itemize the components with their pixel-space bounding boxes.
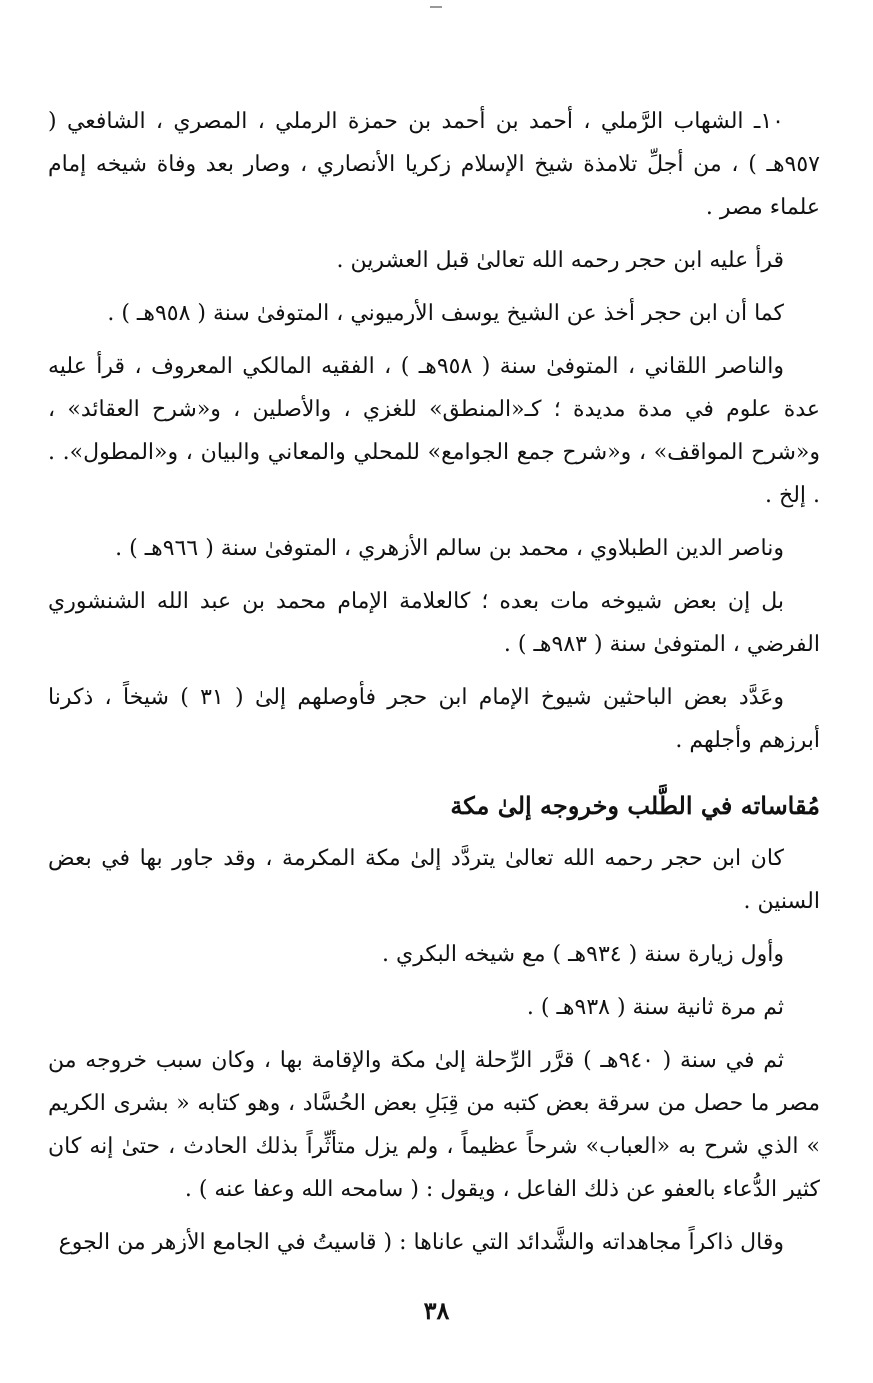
section-heading: مُقاساته في الطَّلب وخروجه إلىٰ مكة (450, 791, 820, 820)
paragraph-teachers-count: وعَدَّد بعض الباحثين شيوخ الإمام ابن حجر فأوصلهم إلىٰ ( ٣١ ) شيخاً ، ذكرنا أبرزهم وأجلهم . (48, 685, 820, 753)
top-mark (430, 6, 442, 8)
paragraph-first-visit: وأول زيارة سنة ( ٩٣٤هـ ) مع شيخه البكري . (382, 942, 784, 967)
page-number: ٣٨ (423, 1296, 450, 1325)
paragraph-nasir-tablawi: وناصر الدين الطبلاوي ، محمد بن سالم الأزهري ، المتوفىٰ سنة ( ٩٦٦هـ ) . (115, 536, 784, 561)
paragraph-hardships: وقال ذاكراً مجاهداته والشَّدائد التي عاناها : ( قاسيتُ في الجامع الأزهر من الجوع (58, 1230, 784, 1255)
paragraph-studied-before-twenty: قرأ عليه ابن حجر رحمه الله تعالىٰ قبل العشرين . (336, 248, 784, 273)
page-body (48, 100, 820, 1320)
paragraph-shihab-ramli: ١٠ـ الشهاب الرَّملي ، أحمد بن أحمد بن حمزة الرملي ، المصري ، الشافعي ( ٩٥٧هـ ) ، من أجلِّ تلامذة شيخ الإسلام زكريا الأنصاري ، وصار بعد وفاة شيخه إمام علماء مصر . (48, 109, 820, 220)
paragraph-yusuf-armiyuni: كما أن ابن حجر أخذ عن الشيخ يوسف الأرميوني ، المتوفىٰ سنة ( ٩٥٨هـ ) . (107, 301, 784, 326)
paragraph-move-to-mecca: ثم في سنة ( ٩٤٠هـ ) قرَّر الرِّحلة إلىٰ مكة والإقامة بها ، وكان سبب خروجه من مصر ما حصل من سرقة بعض كتبه من قِبَلِ بعض الحُسَّاد ، وهو كتابه « بشرى الكريم » الذي شرح به «العباب» شرحاً عظيماً ، ولم يزل متأثِّراً بذلك الحادث ، حتىٰ إنه كان كثير الدُّعاء بالعفو عن ذلك الفاعل ، ويقول : ( سامحه الله وعفا عنه ) . (48, 1048, 820, 1202)
paragraph-visits-mecca: كان ابن حجر رحمه الله تعالىٰ يتردَّد إلىٰ مكة المكرمة ، وقد جاور بها في بعض السنين . (48, 846, 820, 914)
paragraph-second-visit: ثم مرة ثانية سنة ( ٩٣٨هـ ) . (526, 995, 784, 1020)
paragraph-shanshuri: بل إن بعض شيوخه مات بعده ؛ كالعلامة الإمام محمد بن عبد الله الشنشوري الفرضي ، المتوفىٰ سنة ( ٩٨٣هـ ) . (48, 589, 820, 657)
paragraph-nasir-laqqani: والناصر اللقاني ، المتوفىٰ سنة ( ٩٥٨هـ ) ، الفقيه المالكي المعروف ، قرأ عليه عدة علوم في مدة مديدة ؛ كـ«المنطق» للغزي ، والأصلين ، و«شرح العقائد» ، و«شرح المواقف» ، و«شرح جمع الجوامع» للمحلي والمعاني والبيان ، و«المطول». . . إلخ . (48, 354, 820, 508)
